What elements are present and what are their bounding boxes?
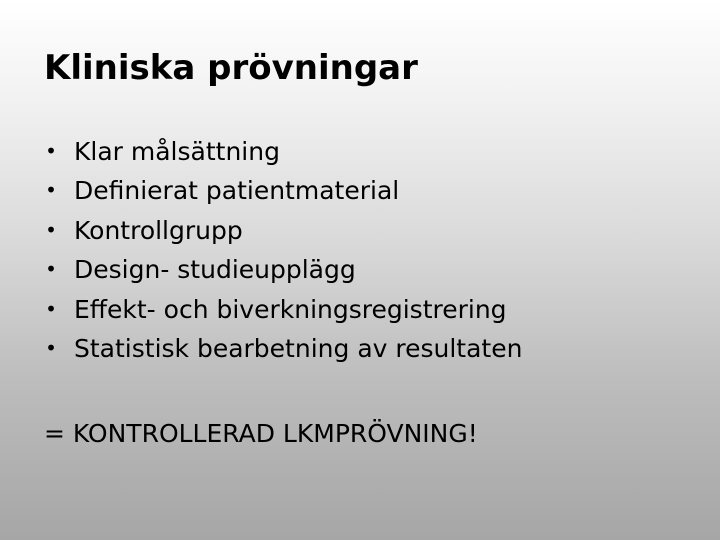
bullet-text: Effekt- och biverkningsregistrering	[74, 294, 507, 324]
bullet-text: Design- studieupplägg	[74, 255, 356, 285]
list-item	[44, 329, 522, 368]
conclusion-text: = KONTROLLERAD LKMPRÖVNING!	[44, 419, 478, 448]
bullet-icon: •	[45, 139, 57, 163]
list-item	[44, 211, 522, 250]
list-item	[44, 250, 522, 289]
bullet-list	[44, 132, 522, 368]
bullet-text: Kontrollgrupp	[74, 215, 243, 245]
list-item	[44, 290, 522, 329]
bullet-text: Statistisk bearbetning av resultaten	[74, 334, 523, 364]
bullet-icon: •	[45, 217, 57, 242]
slide-title: Kliniska prövningar	[44, 48, 418, 88]
list-item	[44, 132, 522, 171]
bullet-icon: •	[45, 257, 57, 282]
bullet-text: Definierat patientmaterial	[74, 176, 400, 206]
bullet-icon: •	[45, 178, 57, 203]
bullet-icon: •	[45, 336, 57, 361]
bullet-text: Klar målsättning	[74, 137, 280, 166]
bullet-icon: •	[45, 296, 57, 321]
list-item	[44, 171, 522, 210]
